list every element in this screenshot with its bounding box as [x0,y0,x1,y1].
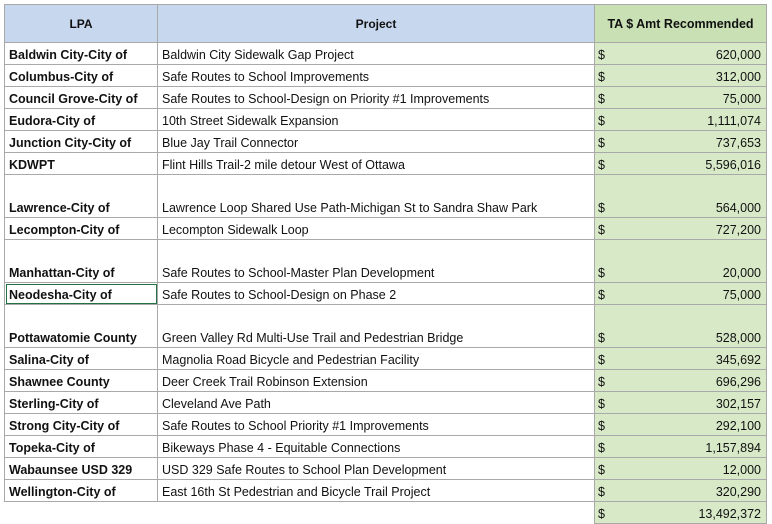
cell-project[interactable]: Lawrence Loop Shared Use Path-Michigan St to Sandra Shaw Park [158,175,595,218]
cell-project[interactable]: Blue Jay Trail Connector [158,131,595,153]
amount-value: 620,000 [715,48,761,62]
header-amount[interactable]: TA $ Amt Recommended [595,5,767,43]
cell-lpa[interactable]: Wellington-City of [5,480,158,502]
amount-value: 696,296 [715,375,761,389]
cell-lpa[interactable]: Strong City-City of [5,414,158,436]
cell-lpa[interactable]: Columbus-City of [5,65,158,87]
amount-value: 727,200 [715,223,761,237]
cell-lpa[interactable]: Neodesha-City of [5,283,158,305]
cell-lpa[interactable]: Shawnee County [5,370,158,392]
cell-project[interactable]: Safe Routes to School-Design on Phase 2 [158,283,595,305]
cell-amount[interactable] [595,370,767,392]
currency-symbol: $ [598,397,605,411]
currency-symbol: $ [598,92,605,106]
cell-project[interactable]: Green Valley Rd Multi-Use Trail and Pedestrian Bridge [158,305,595,348]
cell-project[interactable]: Safe Routes to School Priority #1 Improvements [158,414,595,436]
cell-lpa[interactable]: Baldwin City-City of [5,43,158,65]
table-body [5,43,767,524]
table-row [5,218,767,240]
amount-value: 20,000 [722,266,761,280]
table-row [5,240,767,283]
amount-value: 292,100 [715,419,761,433]
currency-symbol: $ [598,353,605,367]
cell-amount[interactable] [595,305,767,348]
table-row [5,480,767,502]
currency-symbol: $ [598,266,605,280]
table-row [5,436,767,458]
table-row [5,65,767,87]
currency-symbol: $ [598,419,605,433]
cell-project[interactable]: 10th Street Sidewalk Expansion [158,109,595,131]
cell-project[interactable]: Deer Creek Trail Robinson Extension [158,370,595,392]
table-row [5,370,767,392]
cell-amount[interactable] [595,458,767,480]
cell-lpa[interactable]: KDWPT [5,153,158,175]
table-row [5,87,767,109]
currency-symbol: $ [598,463,605,477]
cell-lpa[interactable]: Eudora-City of [5,109,158,131]
cell-lpa[interactable]: Sterling-City of [5,392,158,414]
currency-symbol: $ [598,441,605,455]
table-row [5,175,767,218]
currency-symbol: $ [598,375,605,389]
cell-project[interactable]: Lecompton Sidewalk Loop [158,218,595,240]
amount-value: 12,000 [722,463,761,477]
cell-amount[interactable] [595,175,767,218]
cell-amount[interactable] [595,43,767,65]
cell-project[interactable]: Safe Routes to School-Master Plan Development [158,240,595,283]
table-row [5,283,767,305]
amount-value: 1,157,894 [705,441,761,455]
cell-project[interactable]: Cleveland Ave Path [158,392,595,414]
amount-value: 312,000 [715,70,761,84]
cell-lpa[interactable]: Lawrence-City of [5,175,158,218]
cell-amount[interactable] [595,87,767,109]
cell-amount[interactable] [595,414,767,436]
table-row [5,43,767,65]
total-value: 13,492,372 [698,507,761,521]
cell-amount[interactable] [595,240,767,283]
amount-value: 345,692 [715,353,761,367]
currency-symbol: $ [598,48,605,62]
total-amount-cell[interactable] [595,502,767,524]
cell-amount[interactable] [595,218,767,240]
cell-amount[interactable] [595,109,767,131]
table-row [5,348,767,370]
table-row [5,131,767,153]
currency-symbol: $ [598,70,605,84]
cell-lpa[interactable]: Council Grove-City of [5,87,158,109]
cell-amount[interactable] [595,283,767,305]
currency-symbol: $ [598,158,605,172]
cell-amount[interactable] [595,480,767,502]
amount-value: 5,596,016 [705,158,761,172]
currency-symbol: $ [598,485,605,499]
cell-project[interactable]: Safe Routes to School-Design on Priority #1 Improvements [158,87,595,109]
amount-value: 528,000 [715,331,761,345]
table-row [5,392,767,414]
cell-amount[interactable] [595,153,767,175]
currency-symbol: $ [598,136,605,150]
table-row [5,414,767,436]
cell-lpa[interactable]: Wabaunsee USD 329 [5,458,158,480]
cell-amount[interactable] [595,436,767,458]
header-lpa[interactable]: LPA [5,5,158,43]
table-row [5,305,767,348]
currency-symbol: $ [598,331,605,345]
cell-amount[interactable] [595,348,767,370]
cell-lpa[interactable]: Salina-City of [5,348,158,370]
amount-value: 302,157 [715,397,761,411]
cell-lpa[interactable]: Lecompton-City of [5,218,158,240]
cell-lpa[interactable]: Junction City-City of [5,131,158,153]
cell-project[interactable]: Baldwin City Sidewalk Gap Project [158,43,595,65]
cell-lpa[interactable]: Pottawatomie County [5,305,158,348]
amount-value: 737,653 [715,136,761,150]
cell-lpa[interactable]: Topeka-City of [5,436,158,458]
currency-symbol: $ [598,288,605,302]
cell-project[interactable]: USD 329 Safe Routes to School Plan Development [158,458,595,480]
amount-value: 564,000 [715,201,761,215]
total-row [5,502,767,524]
cell-project[interactable]: East 16th St Pedestrian and Bicycle Trail Project [158,480,595,502]
blank-cell [158,502,595,524]
table-row [5,458,767,480]
currency-symbol: $ [598,114,605,128]
table-row [5,153,767,175]
currency-symbol: $ [598,507,605,521]
funding-table [4,4,767,524]
cell-amount[interactable] [595,131,767,153]
currency-symbol: $ [598,201,605,215]
cell-project[interactable]: Flint Hills Trail-2 mile detour West of Ottawa [158,153,595,175]
cell-project[interactable]: Bikeways Phase 4 - Equitable Connections [158,436,595,458]
cell-lpa[interactable]: Manhattan-City of [5,240,158,283]
amount-value: 1,111,074 [707,114,761,128]
header-project[interactable]: Project [158,5,595,43]
cell-amount[interactable] [595,65,767,87]
blank-cell [5,502,158,524]
cell-project[interactable]: Safe Routes to School Improvements [158,65,595,87]
currency-symbol: $ [598,223,605,237]
amount-value: 75,000 [722,92,761,106]
table-row [5,109,767,131]
amount-value: 75,000 [722,288,761,302]
cell-amount[interactable] [595,392,767,414]
cell-project[interactable]: Magnolia Road Bicycle and Pedestrian Facility [158,348,595,370]
amount-value: 320,290 [715,485,761,499]
